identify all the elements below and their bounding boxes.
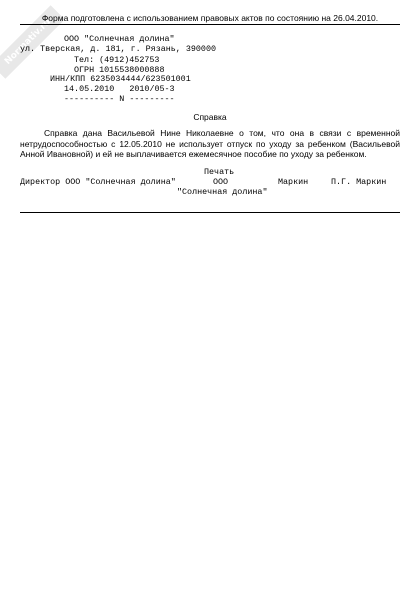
signature: Маркин: [278, 177, 309, 187]
document-title: Справка: [193, 112, 227, 122]
org-phone: Тел: (4912)452753: [74, 55, 160, 65]
document-number-line: ---------- N ---------: [64, 94, 175, 104]
signatory-position: Директор ООО "Солнечная долина": [20, 177, 176, 187]
stamp-org-type: ООО: [213, 177, 229, 187]
legal-notice: Форма подготовлена с использованием правовых актов по состоянию на 26.04.2010.: [20, 13, 400, 25]
org-ogrn: ОГРН 1015538000888: [74, 65, 165, 75]
document-body: [20, 128, 400, 160]
stamp-org-name: "Солнечная долина": [177, 187, 268, 197]
org-inn-kpp: ИНН/КПП 6235034444/623501001: [50, 74, 191, 84]
body-text: Справка дана Васильевой Нине Николаевне о том, что она в связи с временной нетрудоспособностью с 12.05.2010 не использует отпуск по уходу за ребенком (Васильевой Анной Ивановной) и ей не выплачивается ежемесячное пособие по уходу за ребенком.: [20, 128, 400, 159]
org-address: ул. Тверская, д. 181, г. Рязань, 390000: [20, 44, 217, 54]
watermark: Normativ.ru: [0, 5, 65, 79]
bottom-divider: [20, 212, 400, 213]
document-date-number: 14.05.2010 2010/05-3: [64, 84, 175, 94]
org-name: ООО "Солнечная долина": [64, 34, 175, 44]
signatory-name: П.Г. Маркин: [331, 177, 387, 187]
stamp-label: Печать: [204, 167, 235, 177]
